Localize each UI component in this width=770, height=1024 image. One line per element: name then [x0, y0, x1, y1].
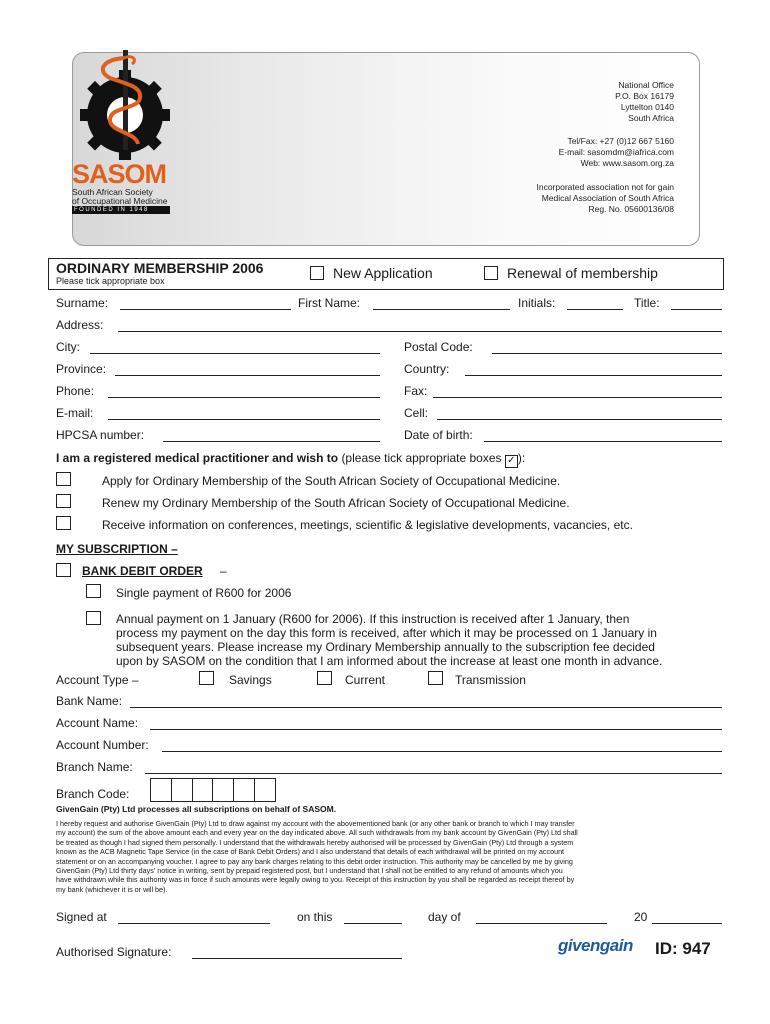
checked-box-icon: ✓: [505, 455, 518, 468]
day-field[interactable]: [344, 923, 402, 924]
annual-payment-line: process my payment on the day this form is received, after which it may be processed on 1 January in: [116, 626, 657, 640]
signed-at-field[interactable]: [118, 923, 270, 924]
office-line: Reg. No. 05600136/08: [588, 204, 674, 214]
bank-name-label: Bank Name:: [56, 694, 123, 708]
year-field[interactable]: [652, 923, 722, 924]
hpcsa-field[interactable]: [163, 441, 380, 442]
current-label: Current: [345, 673, 386, 687]
office-address: [615, 80, 674, 124]
branch-code-boxes[interactable]: [150, 778, 276, 802]
title-field[interactable]: [671, 309, 722, 310]
bank-debit-dash: –: [220, 564, 227, 578]
fax-label: Fax:: [404, 384, 428, 398]
apply-membership-checkbox[interactable]: [56, 472, 71, 486]
dob-field[interactable]: [484, 441, 722, 442]
title-label: Title:: [634, 296, 660, 310]
annual-payment-line: Annual payment on 1 January (R600 for 2006). If this instruction is received after 1 January, then: [116, 612, 630, 626]
renewal-label: Renewal of membership: [507, 265, 658, 281]
month-field[interactable]: [476, 923, 607, 924]
account-number-label: Account Number:: [56, 738, 149, 752]
branch-code-digit[interactable]: [151, 779, 172, 801]
address-label: Address:: [56, 318, 104, 332]
bank-debit-label: BANK DEBIT ORDER: [82, 564, 203, 578]
office-line: E-mail: sasomdm@iafrica.com: [558, 147, 674, 157]
transmission-checkbox[interactable]: [428, 671, 443, 685]
city-field[interactable]: [90, 353, 380, 354]
authorised-signature-field[interactable]: [192, 958, 402, 959]
logo-line2: of Occupational Medicine: [72, 196, 168, 206]
receive-info-checkbox[interactable]: [56, 516, 71, 530]
branch-code-digit[interactable]: [213, 779, 234, 801]
authority-line: have withdrawn while this authority was in force if such amounts were legally owing to you. Receipt of this instruction by you shall be regarded as receipt thereof by: [56, 875, 575, 885]
postal-code-field[interactable]: [492, 353, 722, 354]
branch-code-digit[interactable]: [255, 779, 275, 801]
office-line: Tel/Fax: +27 (0)12 667 5160: [567, 136, 674, 146]
branch-code-digit[interactable]: [172, 779, 193, 801]
office-line: South Africa: [628, 113, 674, 123]
postal-code-label: Postal Code:: [404, 340, 473, 354]
cell-field[interactable]: [437, 419, 722, 420]
surname-label: Surname:: [56, 296, 109, 310]
annual-payment-checkbox[interactable]: [86, 611, 101, 625]
first-name-label: First Name:: [298, 296, 361, 310]
year-prefix-label: 20: [634, 910, 648, 924]
province-field[interactable]: [115, 375, 380, 376]
surname-field[interactable]: [120, 309, 291, 310]
form-id: ID: 947: [655, 939, 711, 958]
phone-label: Phone:: [56, 384, 95, 398]
logo-name: SASOM: [72, 159, 167, 189]
declaration-heading-end: ):: [517, 451, 526, 465]
authorised-signature-label: Authorised Signature:: [56, 945, 172, 959]
authority-text: [56, 819, 722, 894]
sasom-gear-logo-icon: [70, 40, 210, 170]
authority-line: I hereby request and authorise GivenGain (Pty) Ltd to draw against my account with the abovementioned bank (or any other bank or branch to which I may transfer: [56, 819, 575, 828]
declaration-heading-normal: (please tick appropriate boxes: [341, 451, 502, 465]
renewal-checkbox[interactable]: [484, 266, 498, 280]
tick-hint: Please tick appropriate box: [56, 276, 165, 286]
day-of-label: day of: [428, 910, 461, 924]
transmission-label: Transmission: [455, 673, 526, 687]
renew-membership-label: Renew my Ordinary Membership of the South African Society of Occupational Medicine.: [102, 496, 570, 510]
renew-membership-checkbox[interactable]: [56, 494, 71, 508]
province-label: Province:: [56, 362, 107, 376]
office-line: Web: www.sasom.org.za: [580, 158, 674, 168]
authority-line: statement or on an accompanying voucher. I agree to pay any bank charges relating to this debit order instruction. This authority may be cancelled by me by giving: [56, 856, 573, 866]
form-title: ORDINARY MEMBERSHIP 2006: [56, 260, 264, 276]
account-number-field[interactable]: [162, 751, 722, 752]
declaration-heading-bold: I am a registered medical practitioner and wish to: [56, 451, 339, 465]
office-contact: [559, 136, 674, 169]
cell-label: Cell:: [404, 406, 429, 420]
savings-label: Savings: [229, 673, 272, 687]
authority-line: known as the ACB Magnetic Tape Service (in the case of Bank Debit Orders) and I also understand that details of each withdrawal will be printed on my account: [56, 847, 565, 857]
savings-checkbox[interactable]: [199, 671, 214, 685]
email-field[interactable]: [108, 419, 380, 420]
logo-line1: South African Society: [72, 187, 153, 197]
email-label: E-mail:: [56, 406, 94, 420]
apply-membership-label: Apply for Ordinary Membership of the South African Society of Occupational Medicine.: [102, 474, 561, 488]
bank-debit-checkbox[interactable]: [56, 563, 71, 577]
initials-label: Initials:: [518, 296, 556, 310]
city-label: City:: [56, 340, 80, 354]
authority-heading: GivenGain (Pty) Ltd processes all subscriptions on behalf of SASOM.: [56, 804, 337, 814]
initials-field[interactable]: [567, 309, 623, 310]
authority-line: my account) the sum of the above amount each and every year on the day indicated above. All such withdrawals from my bank account by GivenGain (Pty) Ltd shall: [56, 828, 578, 838]
new-application-label: New Application: [333, 265, 433, 281]
office-line: Lyttelton 0140: [620, 102, 674, 112]
address-field[interactable]: [118, 331, 722, 332]
branch-code-digit[interactable]: [234, 779, 255, 801]
dob-label: Date of birth:: [404, 428, 473, 442]
givengain-logo: givengain: [558, 936, 633, 955]
office-line: National Office: [618, 80, 674, 90]
phone-field[interactable]: [108, 397, 380, 398]
single-payment-label: Single payment of R600 for 2006: [116, 586, 292, 600]
logo-founded: FOUNDED IN 1948: [72, 206, 170, 214]
office-line: Incorporated association not for gain: [536, 182, 674, 192]
annual-payment-line: subsequent years. Please increase my Ordinary Membership annually to the subscription fee decided: [116, 640, 655, 654]
account-name-field[interactable]: [150, 729, 722, 730]
on-this-label: on this: [297, 910, 333, 924]
bank-name-field[interactable]: [130, 707, 722, 708]
country-label: Country:: [404, 362, 450, 376]
fax-field[interactable]: [433, 397, 722, 398]
subscription-heading: MY SUBSCRIPTION –: [56, 542, 178, 556]
hpcsa-label: HPCSA number:: [56, 428, 145, 442]
new-application-checkbox[interactable]: [310, 266, 324, 280]
branch-code-digit[interactable]: [193, 779, 214, 801]
account-type-label: Account Type –: [56, 673, 139, 687]
declaration-heading: [56, 451, 525, 468]
office-line: P.O. Box 16179: [615, 91, 674, 101]
annual-payment-line: upon by SASOM on the condition that I am informed about the increase at least one month in advance.: [116, 654, 663, 668]
authority-line: GivenGain (Pty) Ltd thirty days' notice in writing, sent by prepaid registered post, but I understand that I shall not be entitled to any refund of amounts which you: [56, 866, 563, 876]
authority-line: be treated as though I had signed them personally. I understand that the withdrawals hereby authorised will be processed by GivenGain (Pty) Ltd through a system: [56, 837, 574, 847]
single-payment-checkbox[interactable]: [86, 584, 101, 598]
country-field[interactable]: [465, 375, 722, 376]
branch-name-field[interactable]: [145, 773, 722, 774]
first-name-field[interactable]: [373, 309, 510, 310]
receive-info-label: Receive information on conferences, meetings, scientific & legislative developments, vacancies, etc.: [102, 518, 633, 532]
signed-at-label: Signed at: [56, 910, 107, 924]
branch-code-label: Branch Code:: [56, 787, 130, 801]
account-name-label: Account Name:: [56, 716, 139, 730]
branch-name-label: Branch Name:: [56, 760, 133, 774]
office-line: Medical Association of South Africa: [541, 193, 674, 203]
current-checkbox[interactable]: [317, 671, 332, 685]
authority-line: my bank (whichever it is or will be).: [56, 884, 168, 894]
office-legal: [536, 182, 674, 215]
